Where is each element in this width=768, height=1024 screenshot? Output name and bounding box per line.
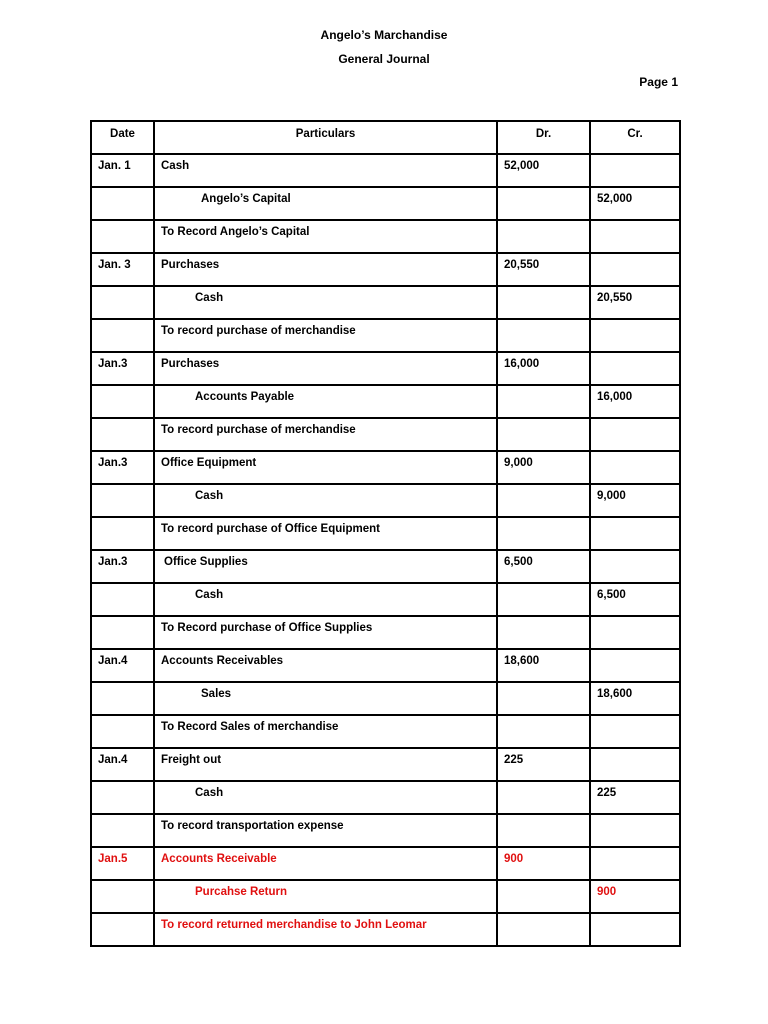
cell-particulars: Accounts Receivable [154, 847, 497, 880]
cell-debit [497, 385, 590, 418]
cell-debit [497, 913, 590, 946]
cell-credit: 20,550 [590, 286, 680, 319]
table-row [91, 319, 680, 352]
table-row [91, 649, 680, 682]
cell-debit: 52,000 [497, 154, 590, 187]
table-row [91, 913, 680, 946]
cell-particulars: To record returned merchandise to John Leomar [154, 913, 497, 946]
cell-date [91, 715, 154, 748]
table-row [91, 616, 680, 649]
cell-particulars: Office Equipment [154, 451, 497, 484]
cell-debit [497, 814, 590, 847]
cell-date [91, 814, 154, 847]
cell-debit: 16,000 [497, 352, 590, 385]
table-row [91, 880, 680, 913]
table-header-row [91, 121, 680, 154]
cell-particulars: To record purchase of merchandise [154, 418, 497, 451]
cell-particulars: Freight out [154, 748, 497, 781]
cell-debit [497, 187, 590, 220]
table-row [91, 550, 680, 583]
cell-date [91, 781, 154, 814]
cell-particulars: To record purchase of Office Equipment [154, 517, 497, 550]
journal-table [90, 120, 681, 947]
cell-debit [497, 319, 590, 352]
cell-debit [497, 616, 590, 649]
cell-debit [497, 418, 590, 451]
cell-date [91, 682, 154, 715]
table-row [91, 814, 680, 847]
cell-date: Jan.5 [91, 847, 154, 880]
cell-date [91, 616, 154, 649]
cell-debit [497, 517, 590, 550]
cell-credit: 9,000 [590, 484, 680, 517]
cell-debit [497, 715, 590, 748]
cell-date: Jan.3 [91, 550, 154, 583]
table-row [91, 154, 680, 187]
table-row [91, 715, 680, 748]
cell-date [91, 484, 154, 517]
column-header-debit: Dr. [497, 121, 590, 154]
cell-date: Jan.4 [91, 649, 154, 682]
cell-particulars: Cash [154, 286, 497, 319]
cell-credit [590, 418, 680, 451]
cell-date [91, 385, 154, 418]
cell-credit [590, 913, 680, 946]
cell-particulars: Cash [154, 484, 497, 517]
cell-debit [497, 286, 590, 319]
table-row [91, 781, 680, 814]
cell-credit [590, 715, 680, 748]
cell-date [91, 880, 154, 913]
cell-debit [497, 220, 590, 253]
column-header-particulars: Particulars [154, 121, 497, 154]
cell-credit: 900 [590, 880, 680, 913]
cell-credit: 18,600 [590, 682, 680, 715]
cell-credit [590, 319, 680, 352]
cell-date [91, 319, 154, 352]
cell-particulars: To record purchase of merchandise [154, 319, 497, 352]
cell-date [91, 187, 154, 220]
cell-debit: 6,500 [497, 550, 590, 583]
cell-particulars: Accounts Receivables [154, 649, 497, 682]
cell-date [91, 913, 154, 946]
cell-date [91, 286, 154, 319]
company-name: Angelo’s Marchandise [320, 28, 448, 42]
cell-credit [590, 154, 680, 187]
cell-particulars: Purchases [154, 352, 497, 385]
cell-particulars: To Record purchase of Office Supplies [154, 616, 497, 649]
table-row [91, 187, 680, 220]
cell-credit [590, 748, 680, 781]
table-row [91, 682, 680, 715]
cell-debit: 900 [497, 847, 590, 880]
table-row [91, 352, 680, 385]
cell-credit: 6,500 [590, 583, 680, 616]
cell-debit [497, 880, 590, 913]
cell-date: Jan.3 [91, 352, 154, 385]
cell-date: Jan. 3 [91, 253, 154, 286]
cell-date [91, 583, 154, 616]
cell-particulars: Accounts Payable [154, 385, 497, 418]
cell-credit [590, 616, 680, 649]
column-header-credit: Cr. [590, 121, 680, 154]
page-number: Page 1 [639, 75, 678, 89]
cell-credit: 225 [590, 781, 680, 814]
cell-credit: 16,000 [590, 385, 680, 418]
table-row [91, 583, 680, 616]
cell-particulars: Cash [154, 154, 497, 187]
table-row [91, 847, 680, 880]
cell-date [91, 220, 154, 253]
table-row [91, 451, 680, 484]
table-row [91, 517, 680, 550]
journal-title: General Journal [338, 52, 430, 66]
cell-debit [497, 781, 590, 814]
cell-debit [497, 484, 590, 517]
column-header-date: Date [91, 121, 154, 154]
cell-date [91, 418, 154, 451]
cell-credit [590, 517, 680, 550]
cell-credit [590, 352, 680, 385]
cell-date: Jan.3 [91, 451, 154, 484]
table-row [91, 286, 680, 319]
cell-debit: 9,000 [497, 451, 590, 484]
cell-debit: 225 [497, 748, 590, 781]
table-row [91, 418, 680, 451]
cell-date [91, 517, 154, 550]
cell-credit [590, 814, 680, 847]
cell-debit [497, 583, 590, 616]
cell-particulars: Cash [154, 781, 497, 814]
cell-credit: 52,000 [590, 187, 680, 220]
cell-particulars: Purchases [154, 253, 497, 286]
cell-credit [590, 847, 680, 880]
cell-debit [497, 682, 590, 715]
cell-date: Jan. 1 [91, 154, 154, 187]
table-row [91, 385, 680, 418]
cell-particulars: Cash [154, 583, 497, 616]
cell-particulars: To Record Angelo’s Capital [154, 220, 497, 253]
cell-date: Jan.4 [91, 748, 154, 781]
cell-particulars: Office Supplies [154, 550, 497, 583]
cell-credit [590, 451, 680, 484]
cell-debit: 18,600 [497, 649, 590, 682]
cell-credit [590, 649, 680, 682]
journal-body [91, 154, 680, 946]
cell-debit: 20,550 [497, 253, 590, 286]
cell-particulars: To Record Sales of merchandise [154, 715, 497, 748]
cell-credit [590, 253, 680, 286]
table-row [91, 253, 680, 286]
cell-particulars: Angelo’s Capital [154, 187, 497, 220]
table-row [91, 484, 680, 517]
cell-particulars: Sales [154, 682, 497, 715]
cell-credit [590, 220, 680, 253]
table-row [91, 220, 680, 253]
cell-particulars: To record transportation expense [154, 814, 497, 847]
cell-credit [590, 550, 680, 583]
cell-particulars: Purcahse Return [154, 880, 497, 913]
table-row [91, 748, 680, 781]
